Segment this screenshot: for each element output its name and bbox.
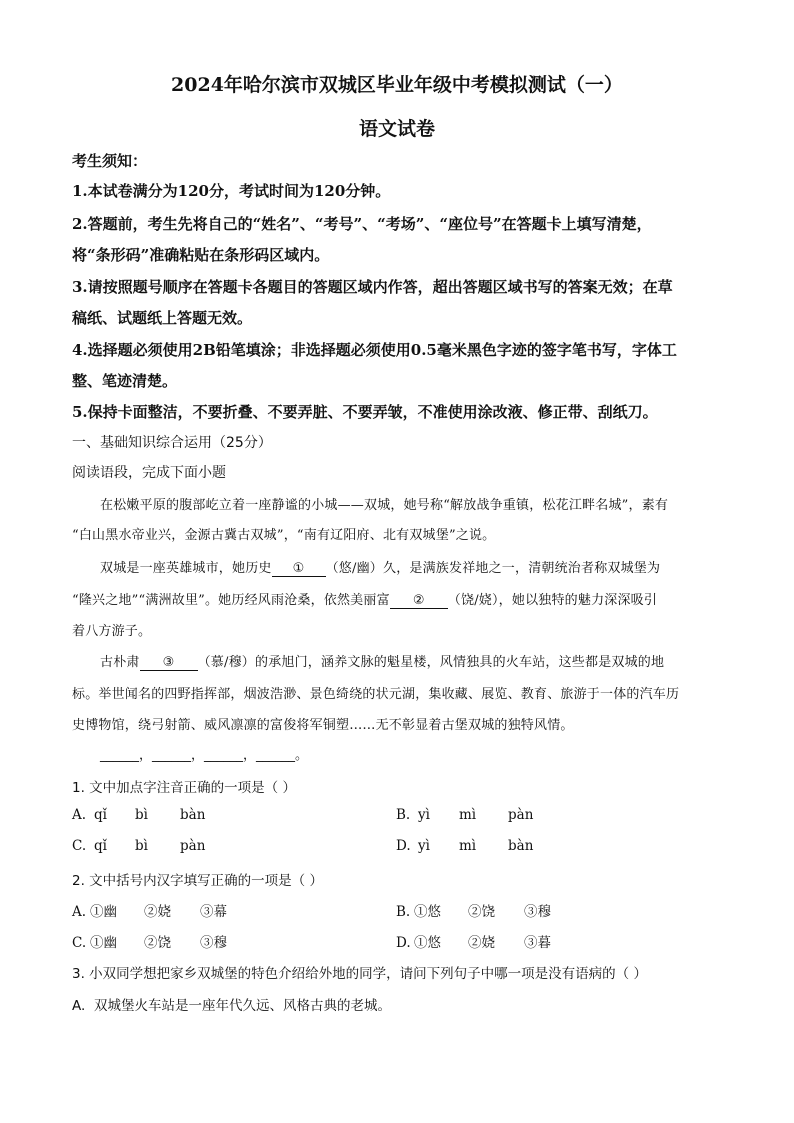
option-label: C. [72, 838, 87, 854]
option-item: qǐ [94, 807, 107, 823]
option-label: C. [72, 935, 87, 951]
notice-heading: 考生须知： [72, 152, 148, 170]
passage-text: 双城是一座英雄城市，她历史 [100, 561, 272, 576]
option-item: yì [418, 838, 430, 854]
option-item: bàn [180, 807, 206, 823]
q1-option-a[interactable] [72, 807, 205, 823]
section-heading: 一、基础知识综合运用（25分） [72, 435, 272, 451]
option-item: qǐ [94, 838, 107, 854]
option-item: pàn [180, 838, 206, 854]
option-text: 双城堡火车站是一座年代久远、风格古典的老城。 [94, 998, 391, 1014]
option-item: ③穆 [524, 904, 551, 920]
notice-item-3: 3.请按照题号顺序在答题卡各题目的答题区域内作答，超出答题区域书写的答案无效；在草 [72, 278, 673, 296]
answer-blanks: ______，______，______，______。 [100, 748, 309, 763]
question-1-stem: 1. 文中加点字注音正确的一项是（ ） [72, 780, 296, 796]
notice-item-2: 2.答题前，考生先将自己的“姓名”、“考号”、“考场”、“座位号”在答题卡上填写清楚， [72, 215, 652, 233]
option-item: bì [135, 807, 148, 823]
option-item: bàn [508, 838, 534, 854]
passage-p2-line2 [72, 589, 657, 609]
notice-item-4-cont: 整、笔迹清楚。 [72, 372, 178, 390]
option-item: ②娆 [144, 904, 171, 920]
option-item: ②饶 [144, 935, 171, 951]
q2-option-a[interactable] [72, 900, 227, 920]
passage-p3-line1 [100, 651, 664, 671]
option-item: ①悠 [414, 904, 441, 920]
passage-p1-line1: 在松嫩平原的腹部屹立着一座静谧的小城——双城，她号称“解放战争重镇，松花江畔名城”，素有 [100, 498, 669, 513]
passage-text: （悠/幽）久，是满族发祥地之一，清朝统治者称双城堡为 [325, 561, 661, 576]
option-item: mì [459, 807, 477, 823]
option-item: ②饶 [468, 904, 495, 920]
option-label: D. [396, 838, 411, 854]
q3-option-a[interactable] [72, 994, 391, 1014]
question-3-stem: 3. 小双同学想把家乡双城堡的特色介绍给外地的同学，请问下列句子中哪一项是没有语病的（ ） [72, 966, 647, 982]
option-item: yì [418, 807, 430, 823]
blank-3: ③ [140, 655, 198, 671]
passage-p3-line3: 史博物馆，绕弓射箭、威风凛凛的富俊将军铜塑……无不彰显着古堡双城的独特风情。 [72, 718, 574, 733]
q2-option-c[interactable] [72, 931, 227, 951]
exam-subtitle: 语文试卷 [358, 118, 435, 140]
passage-text: （饶/娆），她以独特的魅力深深吸引 [447, 593, 658, 608]
passage-text: （慕/穆）的承旭门，涵养文脉的魁星楼，风情独具的火车站，这些都是双城的地 [197, 655, 665, 670]
option-item: ①悠 [414, 935, 441, 951]
option-item: ②娆 [468, 935, 495, 951]
q1-option-b[interactable] [396, 807, 533, 823]
option-item: ①幽 [90, 935, 117, 951]
notice-item-1: 1.本试卷满分为120分，考试时间为120分钟。 [72, 182, 391, 200]
option-label: A. [72, 807, 87, 823]
option-item: mì [459, 838, 477, 854]
option-item: ③穆 [200, 935, 227, 951]
option-label: A. [72, 998, 86, 1014]
option-item: pàn [508, 807, 534, 823]
passage-p3-line2: 标。举世闻名的四野指挥部，烟波浩渺、景色绮绕的状元湖，集收藏、展览、教育、旅游于一体的汽车历 [72, 687, 680, 702]
passage-p1-line2: “白山黑水帝业兴，金源古冀古双城”，“南有辽阳府、北有双城堡”之说。 [72, 528, 496, 543]
option-item: ③暮 [524, 935, 551, 951]
option-label: B. [396, 904, 411, 920]
option-label: B. [396, 807, 411, 823]
option-label: A. [72, 904, 87, 920]
q1-option-d[interactable] [396, 838, 533, 854]
question-2-stem: 2. 文中括号内汉字填写正确的一项是（ ） [72, 873, 323, 889]
notice-item-2-cont: 将“条形码”准确粘贴在条形码区域内。 [72, 246, 330, 264]
option-item: bì [135, 838, 148, 854]
option-item: ①幽 [90, 904, 117, 920]
notice-item-5: 5.保持卡面整洁，不要折叠、不要弄脏、不要弄皱，不准使用涂改液、修正带、刮纸刀。 [72, 403, 658, 421]
passage-p2-line1 [100, 557, 660, 577]
blank-2: ② [390, 593, 448, 609]
blank-1: ① [272, 561, 326, 577]
notice-item-3-cont: 稿纸、试题纸上答题无效。 [72, 309, 253, 327]
q2-option-b[interactable] [396, 900, 551, 920]
option-label: D. [396, 935, 411, 951]
notice-item-4: 4.选择题必须使用2B铅笔填涂；非选择题必须使用0.5毫米黑色字迹的签字笔书写，字体工 [72, 341, 677, 359]
option-item: ③幕 [200, 904, 227, 920]
q2-option-d[interactable] [396, 931, 551, 951]
passage-text: 古朴肃 [100, 655, 140, 670]
q1-option-c[interactable] [72, 838, 205, 854]
passage-text: “隆兴之地”“满洲故里”。她历经风雨沧桑，依然美丽富 [72, 593, 390, 608]
section-instruction: 阅读语段，完成下面小题 [72, 465, 226, 481]
exam-title: 2024年哈尔滨市双城区毕业年级中考模拟测试（一） [171, 74, 623, 96]
passage-p2-line3: 着八方游子。 [72, 624, 152, 639]
